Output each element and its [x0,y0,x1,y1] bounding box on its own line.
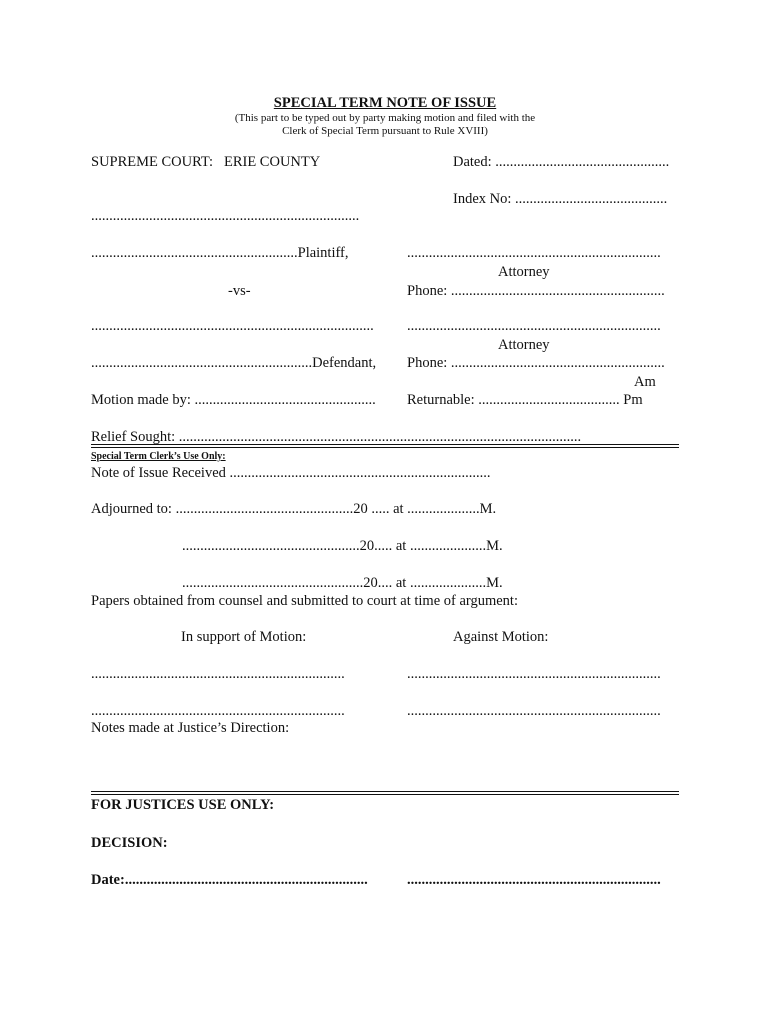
justice-notes-label: Notes made at Justice’s Direction: [91,720,290,736]
defendant-field: .............................................................Defendant, [91,355,377,371]
dated-field: Dated: ................................................ [453,154,670,170]
defendant-phone-field: Phone: ........................................................... [407,355,665,371]
support-line-2: ...................................................................... [91,703,345,719]
am-label: Am [634,374,656,390]
form-subtitle-line-1: (This part to be typed out by party making motion and filed with the [234,112,536,124]
plaintiff-field: .........................................................Plaintiff, [91,245,349,261]
plaintiff-attorney-label: Attorney [498,264,550,280]
against-motion-label: Against Motion: [453,629,549,645]
form-title: SPECIAL TERM NOTE OF ISSUE [273,95,497,111]
papers-obtained-label: Papers obtained from counsel and submitted to court at time of argument: [91,593,518,609]
justice-divider-bottom [91,794,679,795]
plaintiff-attorney-line: ...................................................................... [407,245,661,261]
plaintiff-phone-field: Phone: ........................................................... [407,283,665,299]
motion-made-by-field: Motion made by: .................................................. [91,392,376,408]
caption-blank-line: .......................................................................... [91,208,360,224]
form-subtitle-line-2: Clerk of Special Term pursuant to Rule XVIII) [282,125,488,137]
section-divider-top [91,444,679,445]
defendant-attorney-label: Attorney [498,337,550,353]
against-line-2: ...................................................................... [407,703,661,719]
justice-use-heading: FOR JUSTICES USE ONLY: [91,797,275,813]
support-line-1: ...................................................................... [91,666,345,682]
court-name: SUPREME COURT: ERIE COUNTY [91,154,321,170]
returnable-field: Returnable: ....................................... Pm [407,392,643,408]
clerk-use-heading: Special Term Clerk’s Use Only: [91,451,226,462]
justice-divider-top [91,791,679,792]
adjourned-to-field-3: ..................................................20.... at .....................M. [182,575,503,591]
defendant-blank-line: .............................................................................. [91,318,374,334]
adjourned-to-field-2: .................................................20..... at .....................M. [182,538,503,554]
versus-label: -vs- [228,283,251,299]
adjourned-to-field-1: Adjourned to: .................................................20 ..... at ....................M. [91,501,497,517]
index-no-field: Index No: .......................................... [453,191,668,207]
relief-sought-field: Relief Sought: ............................................................................................................... [91,429,582,445]
section-divider-bottom [91,447,679,448]
against-line-1: ...................................................................... [407,666,661,682]
note-of-issue-received-field: Note of Issue Received ........................................................................ [91,465,491,481]
support-of-motion-label: In support of Motion: [181,629,307,645]
defendant-attorney-line: ...................................................................... [407,318,661,334]
justice-signature-line: ...................................................................... [407,872,661,888]
decision-label: DECISION: [91,835,168,851]
date-field: Date:................................................................... [91,872,368,888]
